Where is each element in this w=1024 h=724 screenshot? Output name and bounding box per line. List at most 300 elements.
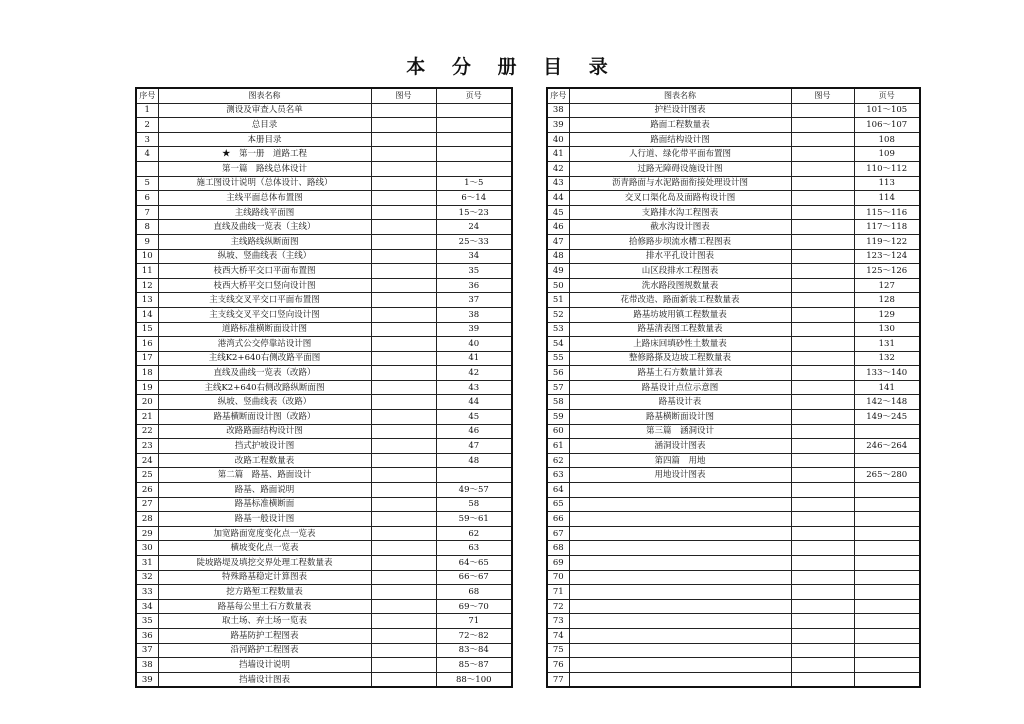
row-page: 119～122 (854, 234, 920, 249)
row-figure-no (371, 205, 436, 220)
row-figure-no (791, 322, 854, 337)
row-page: 142～148 (854, 395, 920, 410)
row-number: 15 (136, 322, 158, 337)
row-number: 77 (547, 672, 569, 687)
row-page (854, 570, 920, 585)
page-title: 本 分 册 目 录 (406, 56, 618, 78)
row-figure-no (791, 453, 854, 468)
row-page (854, 541, 920, 556)
row-figure-no (791, 366, 854, 381)
table-row (547, 103, 920, 118)
row-title: 主支线交叉平交口竖向设计图 (158, 307, 371, 322)
row-page (854, 672, 920, 687)
table-row (547, 643, 920, 658)
row-number: 20 (136, 395, 158, 410)
row-figure-no (791, 512, 854, 527)
table-row (136, 220, 512, 235)
row-figure-no (371, 453, 436, 468)
row-title: 施工图设计说明（总体设计、路线） (158, 176, 371, 191)
row-number: 46 (547, 220, 569, 235)
row-figure-no (791, 658, 854, 673)
table-row (136, 147, 512, 162)
row-page: 72～82 (436, 628, 512, 643)
row-page: 58 (436, 497, 512, 512)
row-title (569, 497, 791, 512)
row-figure-no (371, 556, 436, 571)
table-header-row (136, 88, 512, 103)
row-page: 123～124 (854, 249, 920, 264)
row-page: 128 (854, 293, 920, 308)
row-page (854, 424, 920, 439)
row-figure-no (371, 132, 436, 147)
table-row (547, 322, 920, 337)
row-number: 38 (547, 103, 569, 118)
row-title: 主线路线平面图 (158, 205, 371, 220)
row-figure-no (371, 118, 436, 133)
row-page (854, 483, 920, 498)
row-page: 265～280 (854, 468, 920, 483)
row-page: 46 (436, 424, 512, 439)
row-number: 35 (136, 614, 158, 629)
row-number: 53 (547, 322, 569, 337)
row-page: 36 (436, 278, 512, 293)
row-figure-no (791, 585, 854, 600)
row-figure-no (791, 424, 854, 439)
row-number: 73 (547, 614, 569, 629)
table-row (136, 249, 512, 264)
row-title (569, 672, 791, 687)
row-figure-no (791, 628, 854, 643)
row-figure-no (791, 672, 854, 687)
row-figure-no (371, 424, 436, 439)
row-page: 41 (436, 351, 512, 366)
row-number: 51 (547, 293, 569, 308)
table-row (136, 468, 512, 483)
row-title: 路基设计点位示意图 (569, 380, 791, 395)
row-title: 枝西大桥平交口平面布置图 (158, 264, 371, 279)
row-page (436, 118, 512, 133)
row-page: 117～118 (854, 220, 920, 235)
table-row (136, 176, 512, 191)
row-number: 67 (547, 526, 569, 541)
row-figure-no (791, 278, 854, 293)
row-number: 26 (136, 483, 158, 498)
row-figure-no (371, 439, 436, 454)
row-figure-no (791, 264, 854, 279)
row-title: 改路工程数量表 (158, 453, 371, 468)
row-title: 挖方路堑工程数量表 (158, 585, 371, 600)
table-row (136, 453, 512, 468)
table-header-row (547, 88, 920, 103)
row-figure-no (371, 512, 436, 527)
row-title (569, 599, 791, 614)
row-title: 涵洞设计图表 (569, 439, 791, 454)
row-title: 路基、路面说明 (158, 483, 371, 498)
row-number: 57 (547, 380, 569, 395)
table-row (547, 366, 920, 381)
row-title: 路基横断面设计图（改路） (158, 410, 371, 425)
row-title: 支路排水沟工程图表 (569, 205, 791, 220)
row-page (436, 103, 512, 118)
table-row (547, 249, 920, 264)
table-row (136, 264, 512, 279)
row-title: 整修路搽及边坡工程数量表 (569, 351, 791, 366)
row-page (436, 161, 512, 176)
row-number: 13 (136, 293, 158, 308)
row-figure-no (791, 176, 854, 191)
row-figure-no (371, 658, 436, 673)
row-title: 第四篇 用地 (569, 453, 791, 468)
row-page: 15～23 (436, 205, 512, 220)
header-name: 图表名称 (569, 88, 791, 103)
row-page: 130 (854, 322, 920, 337)
table-row (547, 264, 920, 279)
row-title: 主线路线纵断面图 (158, 234, 371, 249)
row-title: 第二篇 路基、路面设计 (158, 468, 371, 483)
row-title: 本册目录 (158, 132, 371, 147)
table-row (547, 526, 920, 541)
row-figure-no (371, 614, 436, 629)
table-row (547, 541, 920, 556)
row-page: 38 (436, 307, 512, 322)
row-figure-no (371, 380, 436, 395)
table-row (136, 410, 512, 425)
row-number: 6 (136, 191, 158, 206)
row-title: 交叉口渠化岛及面路构设计图 (569, 191, 791, 206)
row-title: 第一篇 路线总体设计 (158, 161, 371, 176)
header-no: 序号 (547, 88, 569, 103)
row-page (854, 453, 920, 468)
table-row (547, 161, 920, 176)
table-row (136, 161, 512, 176)
row-figure-no (791, 147, 854, 162)
row-page: 106～107 (854, 118, 920, 133)
row-title: 山区段排水工程图表 (569, 264, 791, 279)
row-figure-no (791, 191, 854, 206)
row-page: 246～264 (854, 439, 920, 454)
table-row (136, 512, 512, 527)
table-row (547, 176, 920, 191)
row-title: 排水平孔设计图表 (569, 249, 791, 264)
row-figure-no (371, 264, 436, 279)
row-page: 49～57 (436, 483, 512, 498)
row-title: 路面结构设计图 (569, 132, 791, 147)
row-page: 24 (436, 220, 512, 235)
row-title: 挡墙设计图表 (158, 672, 371, 687)
row-figure-no (791, 220, 854, 235)
row-figure-no (791, 410, 854, 425)
row-figure-no (371, 541, 436, 556)
table-row (547, 191, 920, 206)
row-page: 133～140 (854, 366, 920, 381)
table-row (547, 410, 920, 425)
row-title: 加宽路面宽度变化点一览表 (158, 526, 371, 541)
row-page: 85～87 (436, 658, 512, 673)
row-number: 12 (136, 278, 158, 293)
table-row (136, 191, 512, 206)
table-row (547, 395, 920, 410)
row-figure-no (371, 278, 436, 293)
row-title: 纵坡、竖曲线表（主线） (158, 249, 371, 264)
row-page: 25～33 (436, 234, 512, 249)
table-row (136, 497, 512, 512)
row-title: 直线及曲线一览表（改路） (158, 366, 371, 381)
header-fig: 图号 (791, 88, 854, 103)
row-title (569, 628, 791, 643)
table-row (547, 278, 920, 293)
table-row (136, 614, 512, 629)
row-number: 60 (547, 424, 569, 439)
table-row (547, 672, 920, 687)
row-title: 主线K2+640右侧改路纵断面图 (158, 380, 371, 395)
row-number: 19 (136, 380, 158, 395)
table-row (136, 526, 512, 541)
row-title: 沥青路面与水泥路面衔接处理设计图 (569, 176, 791, 191)
row-number: 16 (136, 337, 158, 352)
row-figure-no (371, 643, 436, 658)
row-page: 40 (436, 337, 512, 352)
row-number: 50 (547, 278, 569, 293)
row-page: 64～65 (436, 556, 512, 571)
row-number: 63 (547, 468, 569, 483)
row-title: 上路床回填砂性土数量表 (569, 337, 791, 352)
row-title: 陡坡路堤及填挖交界处理工程数量表 (158, 556, 371, 571)
row-figure-no (791, 118, 854, 133)
row-figure-no (371, 410, 436, 425)
row-number: 24 (136, 453, 158, 468)
table-row (136, 658, 512, 673)
row-number: 25 (136, 468, 158, 483)
table-row (136, 132, 512, 147)
row-title: 洗水路段图规数量表 (569, 278, 791, 293)
row-figure-no (791, 293, 854, 308)
row-number: 39 (136, 672, 158, 687)
row-figure-no (371, 628, 436, 643)
row-figure-no (791, 205, 854, 220)
table-row (136, 322, 512, 337)
row-page: 45 (436, 410, 512, 425)
row-title: 路基横断面设计图 (569, 410, 791, 425)
row-title: 用地设计图表 (569, 468, 791, 483)
row-figure-no (371, 351, 436, 366)
row-page (854, 526, 920, 541)
table-row (547, 351, 920, 366)
row-page (436, 468, 512, 483)
table-row (136, 541, 512, 556)
row-figure-no (371, 337, 436, 352)
table-row (547, 118, 920, 133)
row-number: 10 (136, 249, 158, 264)
row-figure-no (791, 103, 854, 118)
row-figure-no (371, 483, 436, 498)
table-row (547, 220, 920, 235)
row-number: 29 (136, 526, 158, 541)
row-figure-no (371, 234, 436, 249)
row-page (854, 658, 920, 673)
table-row (136, 585, 512, 600)
row-page: 115～116 (854, 205, 920, 220)
row-number: 62 (547, 453, 569, 468)
row-title: 改路路面结构设计图 (158, 424, 371, 439)
row-page: 63 (436, 541, 512, 556)
row-page: 113 (854, 176, 920, 191)
row-page: 44 (436, 395, 512, 410)
toc-table-left (135, 87, 513, 688)
row-number: 27 (136, 497, 158, 512)
row-number: 69 (547, 556, 569, 571)
row-number: 68 (547, 541, 569, 556)
row-page: 71 (436, 614, 512, 629)
row-number: 42 (547, 161, 569, 176)
row-title: 主支线交叉平交口平面布置图 (158, 293, 371, 308)
table-row (547, 439, 920, 454)
table-row (136, 556, 512, 571)
row-number: 70 (547, 570, 569, 585)
table-row (547, 628, 920, 643)
row-figure-no (791, 643, 854, 658)
row-page: 110～112 (854, 161, 920, 176)
row-title: 路基坊坡用镇工程数量表 (569, 307, 791, 322)
row-title: 路基一般设计图 (158, 512, 371, 527)
row-figure-no (371, 322, 436, 337)
row-title: 挡墙设计说明 (158, 658, 371, 673)
row-number: 36 (136, 628, 158, 643)
row-page: 68 (436, 585, 512, 600)
row-number: 41 (547, 147, 569, 162)
table-row (136, 205, 512, 220)
table-row (547, 147, 920, 162)
row-page: 34 (436, 249, 512, 264)
row-number: 1 (136, 103, 158, 118)
row-page: 132 (854, 351, 920, 366)
table-row (547, 424, 920, 439)
row-number: 37 (136, 643, 158, 658)
row-title (569, 556, 791, 571)
table-row (136, 103, 512, 118)
row-number: 31 (136, 556, 158, 571)
row-figure-no (371, 103, 436, 118)
row-page: 59～61 (436, 512, 512, 527)
row-figure-no (791, 614, 854, 629)
row-figure-no (791, 570, 854, 585)
row-title: 总目录 (158, 118, 371, 133)
row-number: 11 (136, 264, 158, 279)
row-title: 第三篇 涵洞设计 (569, 424, 791, 439)
row-title (569, 614, 791, 629)
row-number: 8 (136, 220, 158, 235)
row-number: 43 (547, 176, 569, 191)
row-number: 61 (547, 439, 569, 454)
row-title (569, 658, 791, 673)
row-title: 路基土石方数量计算表 (569, 366, 791, 381)
row-number: 30 (136, 541, 158, 556)
row-figure-no (371, 526, 436, 541)
row-figure-no (791, 483, 854, 498)
row-page (854, 512, 920, 527)
row-number: 58 (547, 395, 569, 410)
row-page: 88～100 (436, 672, 512, 687)
row-figure-no (371, 220, 436, 235)
row-title: 挡式护坡设计图 (158, 439, 371, 454)
row-number: 56 (547, 366, 569, 381)
row-page: 37 (436, 293, 512, 308)
row-page: 129 (854, 307, 920, 322)
row-page: 42 (436, 366, 512, 381)
row-figure-no (371, 147, 436, 162)
table-row (547, 599, 920, 614)
row-page: 109 (854, 147, 920, 162)
row-title: ★ 第一册 道路工程 (158, 147, 371, 162)
row-title: 道路标准横断面设计图 (158, 322, 371, 337)
row-title: 纵坡、竖曲线表（改路） (158, 395, 371, 410)
row-title: 横坡变化点一览表 (158, 541, 371, 556)
row-figure-no (791, 526, 854, 541)
row-number: 76 (547, 658, 569, 673)
row-number: 17 (136, 351, 158, 366)
table-row (547, 468, 920, 483)
row-title: 花带改造、路面新装工程数量表 (569, 293, 791, 308)
row-figure-no (791, 468, 854, 483)
row-page (436, 147, 512, 162)
row-number: 33 (136, 585, 158, 600)
table-row (547, 132, 920, 147)
row-title: 取土场、弃土场一览表 (158, 614, 371, 629)
row-page (854, 556, 920, 571)
row-page: 47 (436, 439, 512, 454)
row-figure-no (791, 439, 854, 454)
row-number: 72 (547, 599, 569, 614)
row-figure-no (791, 234, 854, 249)
row-figure-no (371, 395, 436, 410)
row-title (569, 483, 791, 498)
row-title (569, 570, 791, 585)
table-row (547, 205, 920, 220)
table-row (547, 234, 920, 249)
table-row (547, 570, 920, 585)
row-page: 127 (854, 278, 920, 293)
row-title: 港湾式公交停靠站设计图 (158, 337, 371, 352)
row-page: 108 (854, 132, 920, 147)
table-row (136, 278, 512, 293)
row-number: 9 (136, 234, 158, 249)
row-figure-no (791, 351, 854, 366)
row-title: 路基每公里土石方数量表 (158, 599, 371, 614)
row-title: 护栏设计图表 (569, 103, 791, 118)
table-row (547, 556, 920, 571)
row-page: 83～84 (436, 643, 512, 658)
toc-table-right (546, 87, 921, 688)
row-title (569, 541, 791, 556)
row-figure-no (791, 556, 854, 571)
row-number: 21 (136, 410, 158, 425)
row-figure-no (371, 366, 436, 381)
row-title: 路基设计表 (569, 395, 791, 410)
row-number: 40 (547, 132, 569, 147)
row-number: 71 (547, 585, 569, 600)
row-number: 7 (136, 205, 158, 220)
row-number: 44 (547, 191, 569, 206)
row-page (854, 585, 920, 600)
row-number: 2 (136, 118, 158, 133)
header-fig: 图号 (371, 88, 436, 103)
row-figure-no (371, 585, 436, 600)
row-number: 54 (547, 337, 569, 352)
table-row (547, 614, 920, 629)
row-figure-no (371, 672, 436, 687)
table-row (136, 234, 512, 249)
row-figure-no (371, 293, 436, 308)
row-title: 直线及曲线一览表（主线） (158, 220, 371, 235)
